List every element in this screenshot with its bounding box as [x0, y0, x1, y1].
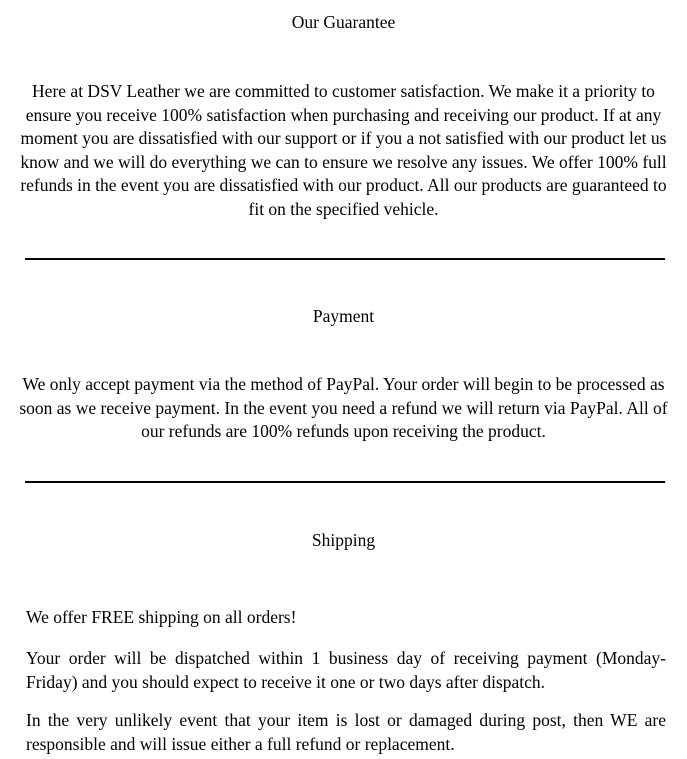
payment-paragraph: We only accept payment via the method of PayPal. Your order will begin to be processed as soon as we receive payment. In the event you need a refund we will return via PayPal. All of our refunds are 100% refunds upon receiving the product. [19, 374, 668, 441]
shipping-lost-paragraph: In the very unlikely event that your item is lost or damaged during post, then WE are responsible and will issue either a full refund or replacement. [26, 710, 666, 754]
section-divider [25, 481, 665, 483]
shipping-heading: Shipping [311, 530, 376, 550]
guarantee-paragraph: Here at DSV Leather we are committed to customer satisfaction. We make it a priority to ensure you receive 100% satisfaction when purchasing and receiving our product. If at any moment you are dissatisfied with our support or if you a not satisfied with our product let us know and we will do everything we can to ensure we resolve any issues. We offer 100% full refunds in the event you are dissatisfied with our product. All our products are guaranteed to fit on the specified vehicle. [20, 81, 667, 219]
shipping-dispatch-paragraph: Your order will be dispatched within 1 business day of receiving payment (Monday-Friday) and you should expect to receive it one or two days after dispatch. [26, 648, 666, 692]
guarantee-heading: Our Guarantee [291, 12, 396, 32]
shipping-free-line: We offer FREE shipping on all orders! [26, 607, 297, 627]
section-divider [25, 258, 665, 260]
payment-heading: Payment [312, 306, 375, 326]
